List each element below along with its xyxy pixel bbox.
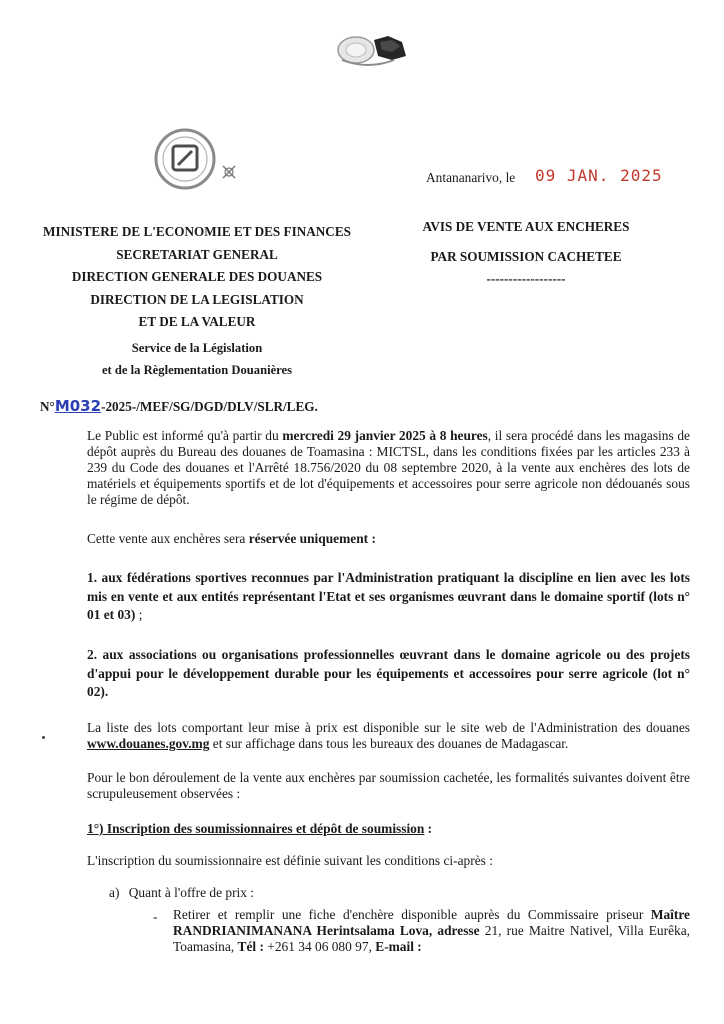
notice-title-line-1: AVIS DE VENTE AUX ENCHERES (422, 219, 630, 234)
ministry-line: DIRECTION DE LA LEGISLATION (90, 291, 304, 307)
notice-divider: ------------------ (486, 271, 566, 286)
customs-logo (147, 126, 249, 192)
ref-suffix: -2025-/MEF/SG/DGD/DLV/SLR/LEG. (101, 399, 318, 414)
p2-bold: réservée uniquement : (248, 531, 376, 546)
service-line: Service de la Législation (131, 341, 263, 355)
item-a (109, 885, 254, 901)
paragraph-condition-1 (87, 569, 690, 625)
service-line: et de la Règlementation Douanières (101, 363, 293, 377)
notice-title (404, 212, 648, 286)
item-a-text: Quant à l'offre de prix : (128, 885, 255, 900)
bullet-text-b: 21, rue Maitre Nativel, Villa Eurêka, Toamasina, (173, 923, 690, 954)
paragraph-registration (87, 853, 690, 869)
ministry-line: DIRECTION GENERALE DES DOUANES (71, 269, 323, 284)
place-date-label: Antananarivo, le (426, 170, 516, 185)
paragraph-formalities (87, 770, 690, 802)
paragraph-lots-list (87, 720, 690, 752)
bullet-text-a: Retirer et remplir une fiche d'enchère disponible auprès du Commissaire priseur (173, 907, 651, 922)
paragraph-reserved (87, 531, 690, 547)
section-1-title (87, 821, 432, 837)
margin-mark (42, 736, 45, 739)
bullet-bold-email: E-mail : (375, 939, 422, 954)
p7-text: L'inscription du soumissionnaire est définie suivant les conditions ci-après : (87, 853, 493, 868)
item-a-label: a) (109, 885, 120, 900)
date-stamp: 09 JAN. 2025 (535, 166, 663, 185)
p6-text: Pour le bon déroulement de la vente aux enchères par soumission cachetée, les formalités suivantes doivent être scrupuleusement observées : (87, 770, 690, 801)
notice-title-line-2: PAR SOUMISSION CACHETEE (430, 249, 622, 264)
p3-bold: 1. aux fédérations sportives reconnues par l'Administration pratiquant la discipline en lien avec les lots mis en vente et aux entités représentant l'Etat et ses organismes œuvrant dans le domaine sportif (lots n° 01 et 03) (87, 570, 690, 622)
p3-tail: ; (135, 607, 143, 622)
p5-text-a: La liste des lots comportant leur mise à prix est disponible sur le site web de l'Administration des douanes (87, 720, 690, 735)
reference-number (40, 397, 318, 415)
service-header (56, 337, 338, 381)
bullet-dash: - (153, 909, 158, 924)
ministry-header (30, 221, 364, 334)
paragraph-intro (87, 428, 690, 508)
bullet-text-c: +261 34 06 080 97, (263, 939, 376, 954)
bullet-auctioneer (173, 907, 690, 955)
ref-handwritten: M032 (54, 397, 102, 415)
p1-date-bold: mercredi 29 janvier 2025 à 8 heures (282, 428, 488, 443)
p1-text-a: Le Public est informé qu'à partir du (87, 428, 283, 443)
p2-text: Cette vente aux enchères sera (87, 531, 249, 546)
website-link[interactable]: www.douanes.gov.mg (87, 736, 210, 751)
p1-text-b: , il sera procédé dans les magasins de dépôt auprès du Bureau des douanes de Toamasina : MICTSL, dans les conditions fixées par les articles 233 à 239 du Code des douanes et l'Arrêté 18.756/2020 du 08 septembre 2020, à la vente aux enchères des lots de matériels et équipements sportifs et de lot d'équipements et accessoires pour serre agricole non dédouanés sous le régime de dépôt. (87, 428, 690, 507)
p5-text-b: et sur affichage dans tous les bureaux des douanes de Madagascar. (209, 736, 569, 751)
paragraph-condition-2 (87, 646, 690, 702)
section-1-colon: : (424, 821, 433, 836)
p4-bold: 2. aux associations ou organisations professionnelles œuvrant dans le domaine agricole ou des projets d'appui pour le développement durable pour les équipements et accessoires pour serre agricole (lot n° 02). (87, 647, 690, 699)
bullet-bold-tel: Tél : (237, 939, 264, 954)
ref-prefix: N° (40, 399, 55, 414)
ministry-line: ET DE LA VALEUR (138, 314, 256, 329)
ministry-line: SECRETARIAT GENERAL (116, 246, 278, 262)
ministry-line: MINISTERE DE L'ECONOMIE ET DES FINANCES (43, 224, 351, 239)
coat-of-arms (322, 26, 414, 70)
section-1-title-text: 1°) Inscription des soumissionnaires et dépôt de soumission (87, 821, 425, 836)
bullet-bold-name: Maître RANDRIANIMANANA Herintsalama Lova, adresse (173, 907, 690, 938)
